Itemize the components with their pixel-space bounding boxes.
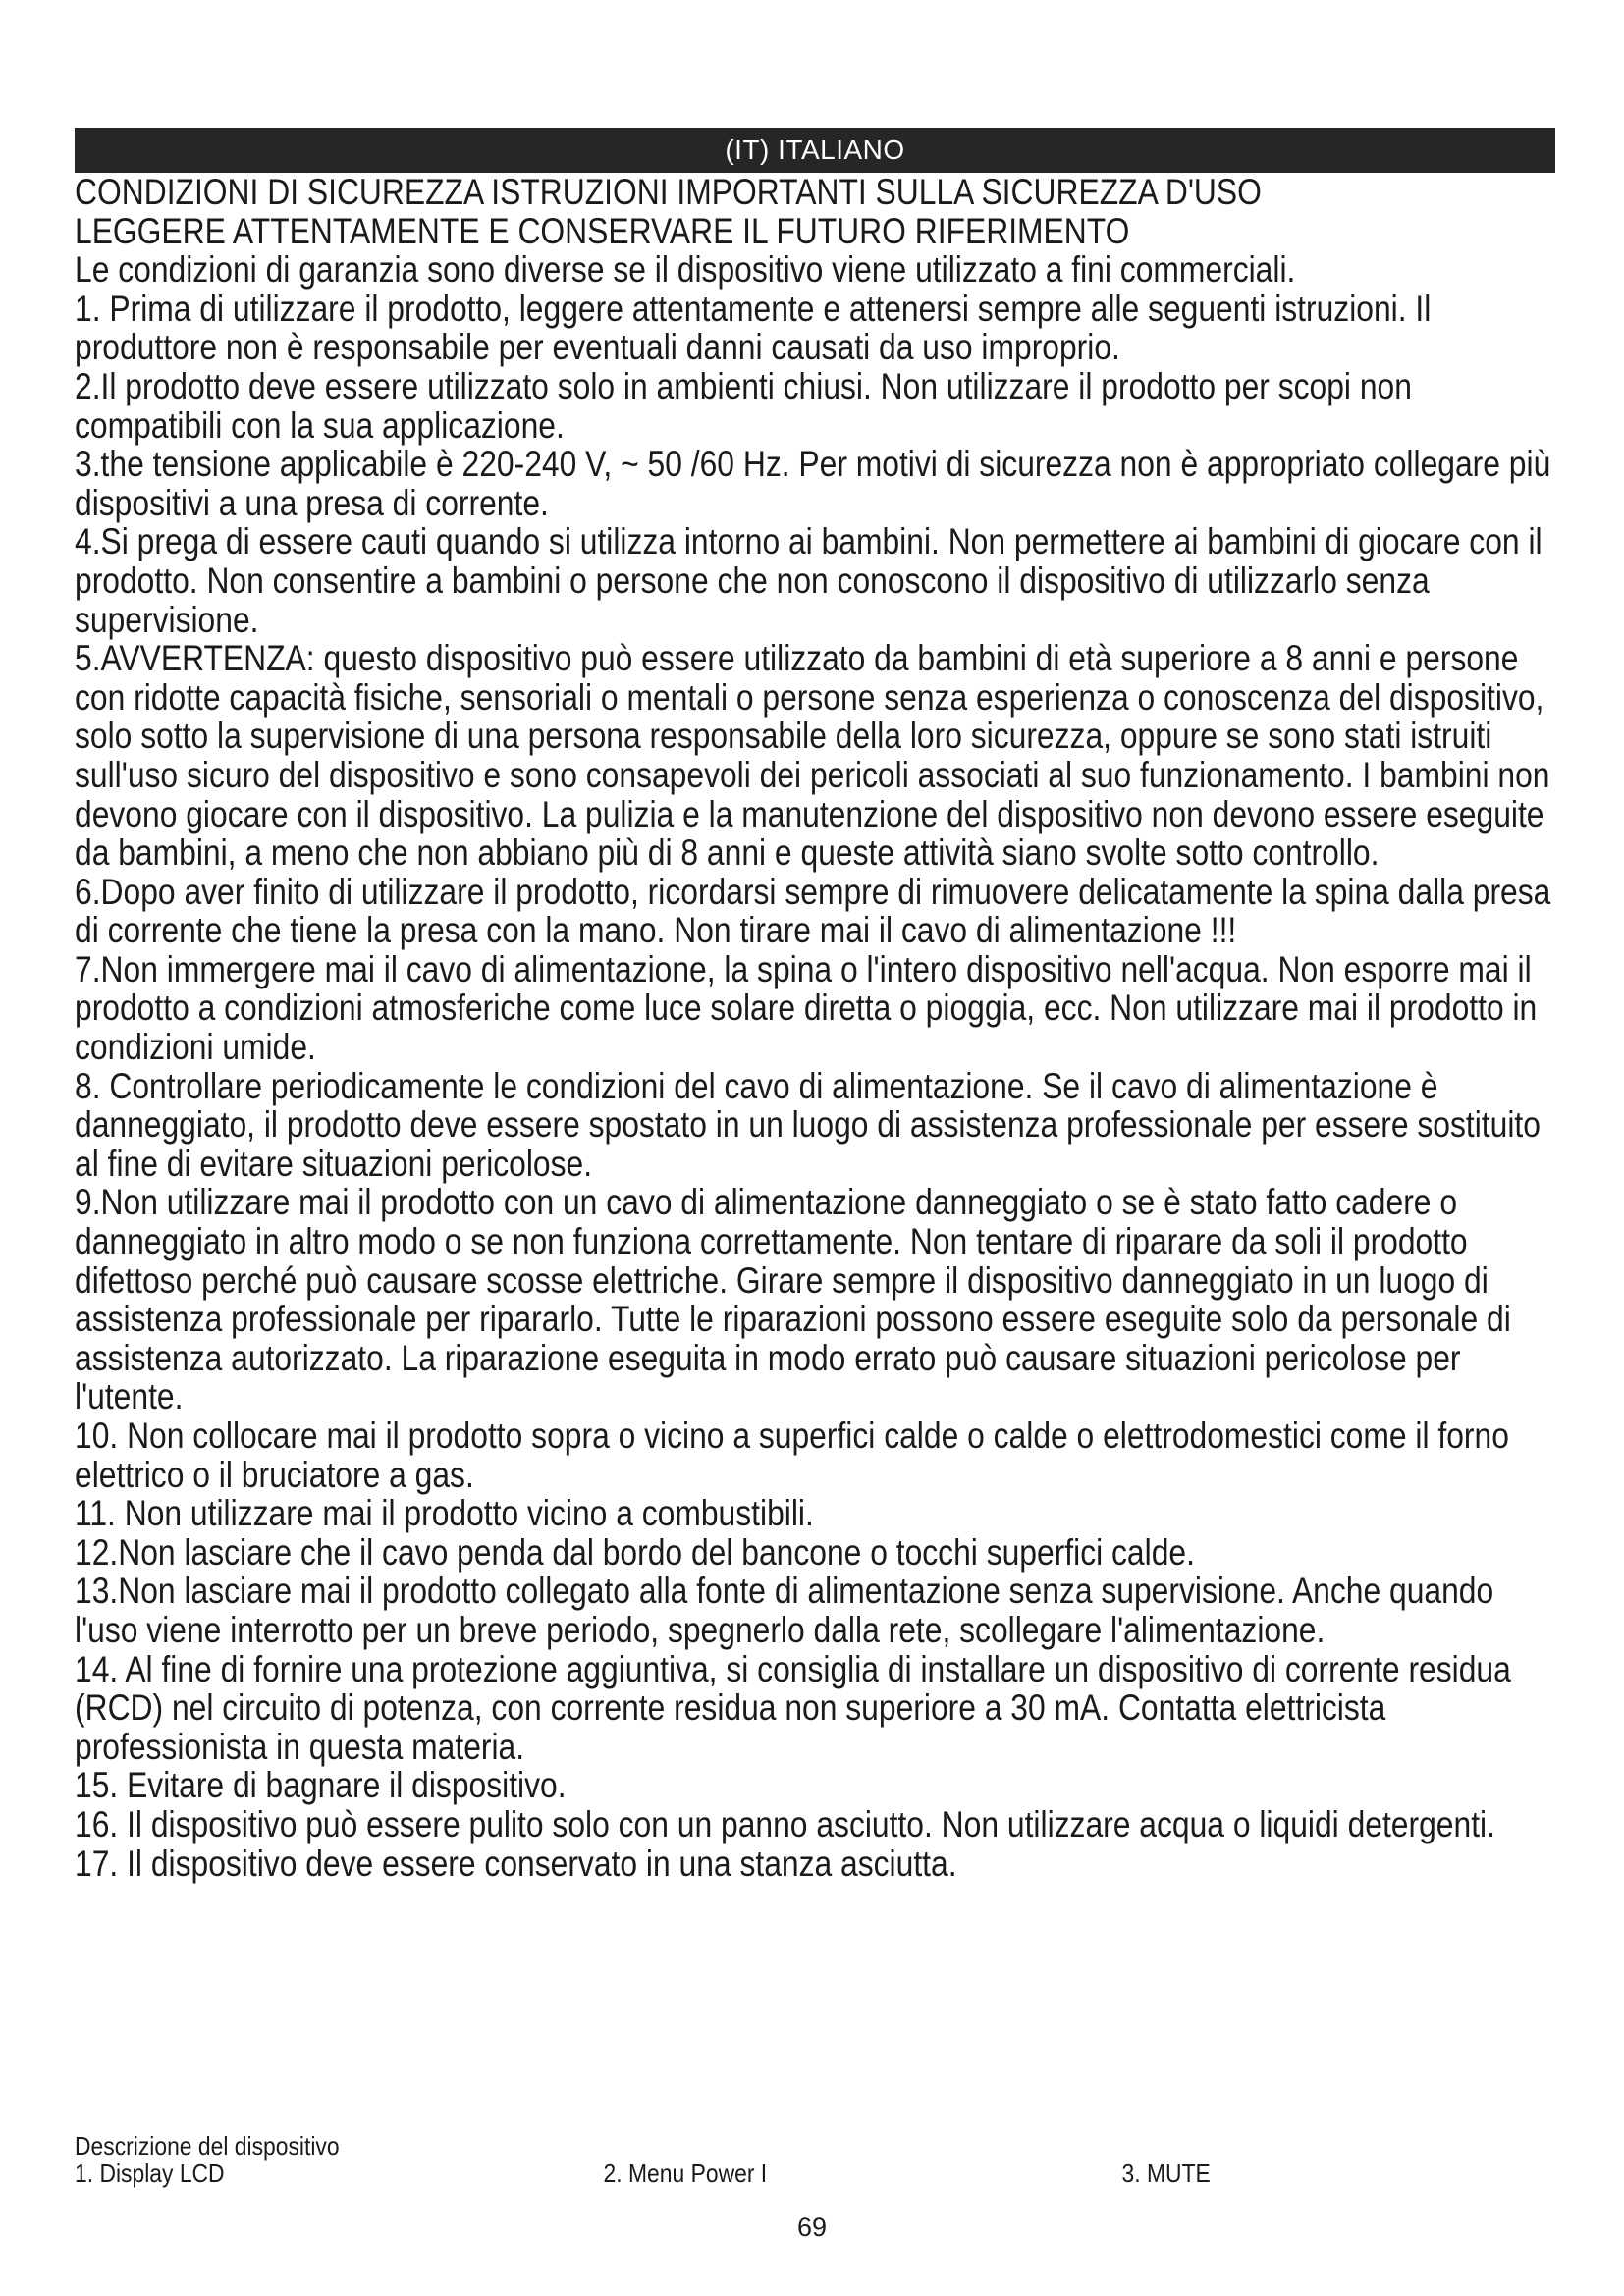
part-item-1: 1. Display LCD (75, 2159, 225, 2188)
paragraph-16: 16. Il dispositivo può essere pulito solo con un panno asciutto. Non utilizzare acqua o liquidi detergenti. (75, 1803, 1495, 1844)
paragraph-11: 11. Non utilizzare mai il prodotto vicino a combustibili. (75, 1493, 814, 1534)
manual-page (75, 128, 1555, 1883)
paragraph-9: 9.Non utilizzare mai il prodotto con un cavo di alimentazione danneggiato o se è stato fatto cadere o danneggiato in altro modo o se non funziona correttamente. Non tentare di riparare da soli il prodotto difettoso perché può causare scosse elettriche. Girare sempre il dispositivo danneggiato in un luogo di assistenza professionale per ripararlo. Tutte le riparazioni possono essere eseguite solo da personale di assistenza autorizzato. La riparazione eseguita in modo errato può causare situazioni pericolose per l'utente. (75, 1182, 1511, 1417)
page-number: 69 (796, 2213, 828, 2242)
paragraph-10: 10. Non collocare mai il prodotto sopra o vicino a superfici calde o calde o elettrodomestici come il forno elettrico o il bruciatore a gas. (75, 1415, 1509, 1495)
paragraph-1: 1. Prima di utilizzare il prodotto, leggere attentamente e attenersi sempre alle seguenti istruzioni. Il produttore non è responsabile per eventuali danni causati da uso improprio. (75, 288, 1432, 368)
paragraph-17: 17. Il dispositivo deve essere conservato in una stanza asciutta. (75, 1842, 957, 1884)
paragraph-8: 8. Controllare periodicamente le condizioni del cavo di alimentazione. Se il cavo di alimentazione è danneggiato, il prodotto deve essere spostato in un luogo di assistenza professionale per essere sostituito al fine di evitare situazioni pericolose. (75, 1065, 1541, 1184)
safety-text (75, 173, 1555, 1883)
paragraph-5: 5.AVVERTENZA: questo dispositivo può essere utilizzato da bambini di età superiore a 8 anni e persone con ridotte capacità fisiche, sensoriali o mentali o persone senza esperienza o conoscenza del dispositivo, solo sotto la supervisione di una persona responsabile della loro sicurezza, oppure se sono stati istruiti sull'uso sicuro del dispositivo e sono consapevoli dei pericoli associati al suo funzionamento. I bambini non devono giocare con il dispositivo. La pulizia e la manutenzione del dispositivo non devono essere eseguite da bambini, a meno che non abbiano più di 8 anni e queste attività siano svolte sotto controllo. (75, 638, 1550, 874)
device-parts-row (75, 2160, 1378, 2189)
paragraph-2: 2.Il prodotto deve essere utilizzato solo in ambienti chiusi. Non utilizzare il prodotto per scopi non compatibili con la sua applicazione. (75, 365, 1412, 446)
part-item-2: 2. Menu Power I (603, 2159, 768, 2188)
language-banner: (IT) ITALIANO (75, 128, 1555, 173)
paragraph-15: 15. Evitare di bagnare il dispositivo. (75, 1765, 567, 1806)
heading-safety: CONDIZIONI DI SICUREZZA ISTRUZIONI IMPORTANTI SULLA SICUREZZA D'USO (75, 172, 1262, 212)
device-description-title: Descrizione del dispositivo (75, 2131, 340, 2161)
device-description (75, 2132, 1378, 2189)
paragraph-4: 4.Si prega di essere cauti quando si utilizza intorno ai bambini. Non permettere ai bambini di giocare con il prodotto. Non consentire a bambini o persone che non conoscono il dispositivo di utilizzarlo senza supervisione. (75, 521, 1543, 640)
paragraph-12: 12.Non lasciare che il cavo penda dal bordo del bancone o tocchi superfici calde. (75, 1531, 1195, 1573)
paragraph-3: 3.the tensione applicabile è 220-240 V, ~ 50 /60 Hz. Per motivi di sicurezza non è appropriato collegare più dispositivi a una presa di corrente. (75, 444, 1551, 523)
paragraph-7: 7.Non immergere mai il cavo di alimentazione, la spina o l'intero dispositivo nell'acqua. Non esporre mai il prodotto a condizioni atmosferiche come luce solare diretta o pioggia, ecc. Non utilizzare mai il prodotto in condizioni umide. (75, 948, 1538, 1068)
paragraph-6: 6.Dopo aver finito di utilizzare il prodotto, ricordarsi sempre di rimuovere delicatamente la spina dalla presa di corrente che tiene la presa con la mano. Non tirare mai il cavo di alimentazione !!! (75, 871, 1551, 951)
paragraph-14: 14. Al fine di fornire una protezione aggiuntiva, si consiglia di installare un dispositivo di corrente residua (RCD) nel circuito di potenza, con corrente residua non superiore a 30 mA. Contatta elettricista professionista in questa materia. (75, 1648, 1511, 1767)
paragraph-warranty: Le condizioni di garanzia sono diverse se il dispositivo viene utilizzato a fini commerciali. (75, 249, 1296, 291)
paragraph-13: 13.Non lasciare mai il prodotto collegato alla fonte di alimentazione senza supervisione. Anche quando l'uso viene interrotto per un breve periodo, spegnerlo dalla rete, scollegare l'alimentazione. (75, 1571, 1494, 1650)
part-item-3: 3. MUTE (1121, 2159, 1211, 2188)
heading-read-carefully: LEGGERE ATTENTAMENTE E CONSERVARE IL FUTURO RIFERIMENTO (75, 210, 1130, 251)
